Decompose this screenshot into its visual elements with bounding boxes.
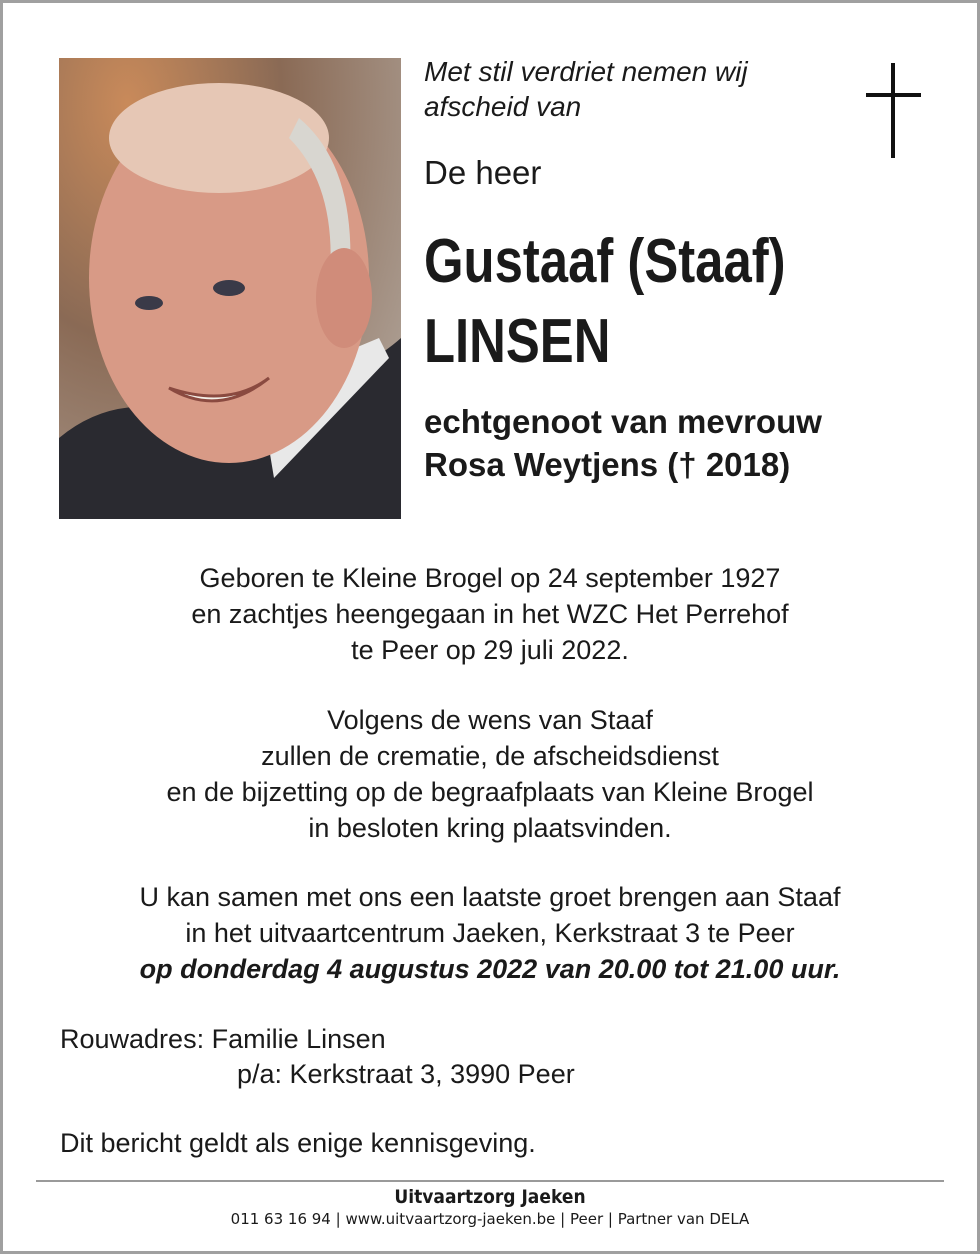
greeting-info [0,879,980,987]
honorific: De heer [424,154,542,191]
portrait-photo [59,58,401,519]
mourning-address-street: p/a: Kerkstraat 3, 3990 Peer [237,1059,575,1089]
notice-text: Dit bericht geldt als enige kennisgeving. [60,1128,536,1158]
last-name: LINSEN [424,307,611,376]
text-line: zullen de crematie, de afscheidsdienst [261,741,719,771]
mourning-address: Rouwadres: Familie Linsen [60,1024,386,1054]
divider [36,1180,944,1182]
footer-contact: 011 63 16 94 | www.uitvaartzorg-jaeken.be | Peer | Partner van DELA [230,1210,750,1228]
footer-company: Uitvaartzorg Jaeken [394,1186,586,1208]
text-line: te Peer op 29 juli 2022. [351,635,629,665]
text-line: in het uitvaartcentrum Jaeken, Kerkstraat 3 te Peer [185,918,795,948]
spouse-line: Rosa Weytjens († 2018) [424,446,791,483]
cross-icon [891,63,895,158]
spouse-line: echtgenoot van mevrouw [424,403,822,440]
greeting-datetime: op donderdag 4 augustus 2022 van 20.00 tot 21.00 uur. [139,954,841,984]
text-line: in besloten kring plaatsvinden. [308,813,672,843]
birth-death-info [0,560,980,668]
intro-line: Met stil verdriet nemen wij [424,56,748,87]
cross-icon-bar [866,93,921,97]
intro-line: afscheid van [424,91,582,122]
first-name: Gustaaf (Staaf) [424,227,786,296]
funeral-wish [0,702,980,846]
text-line: en de bijzetting op de begraafplaats van Kleine Brogel [166,777,814,807]
deceased-name [424,222,786,382]
spouse-info [424,400,822,486]
intro-text [424,54,748,124]
text-line: en zachtjes heengegaan in het WZC Het Perrehof [191,599,789,629]
text-line: Volgens de wens van Staaf [327,705,653,735]
text-line: U kan samen met ons een laatste groet brengen aan Staaf [139,882,841,912]
text-line: Geboren te Kleine Brogel op 24 september 1927 [199,563,781,593]
